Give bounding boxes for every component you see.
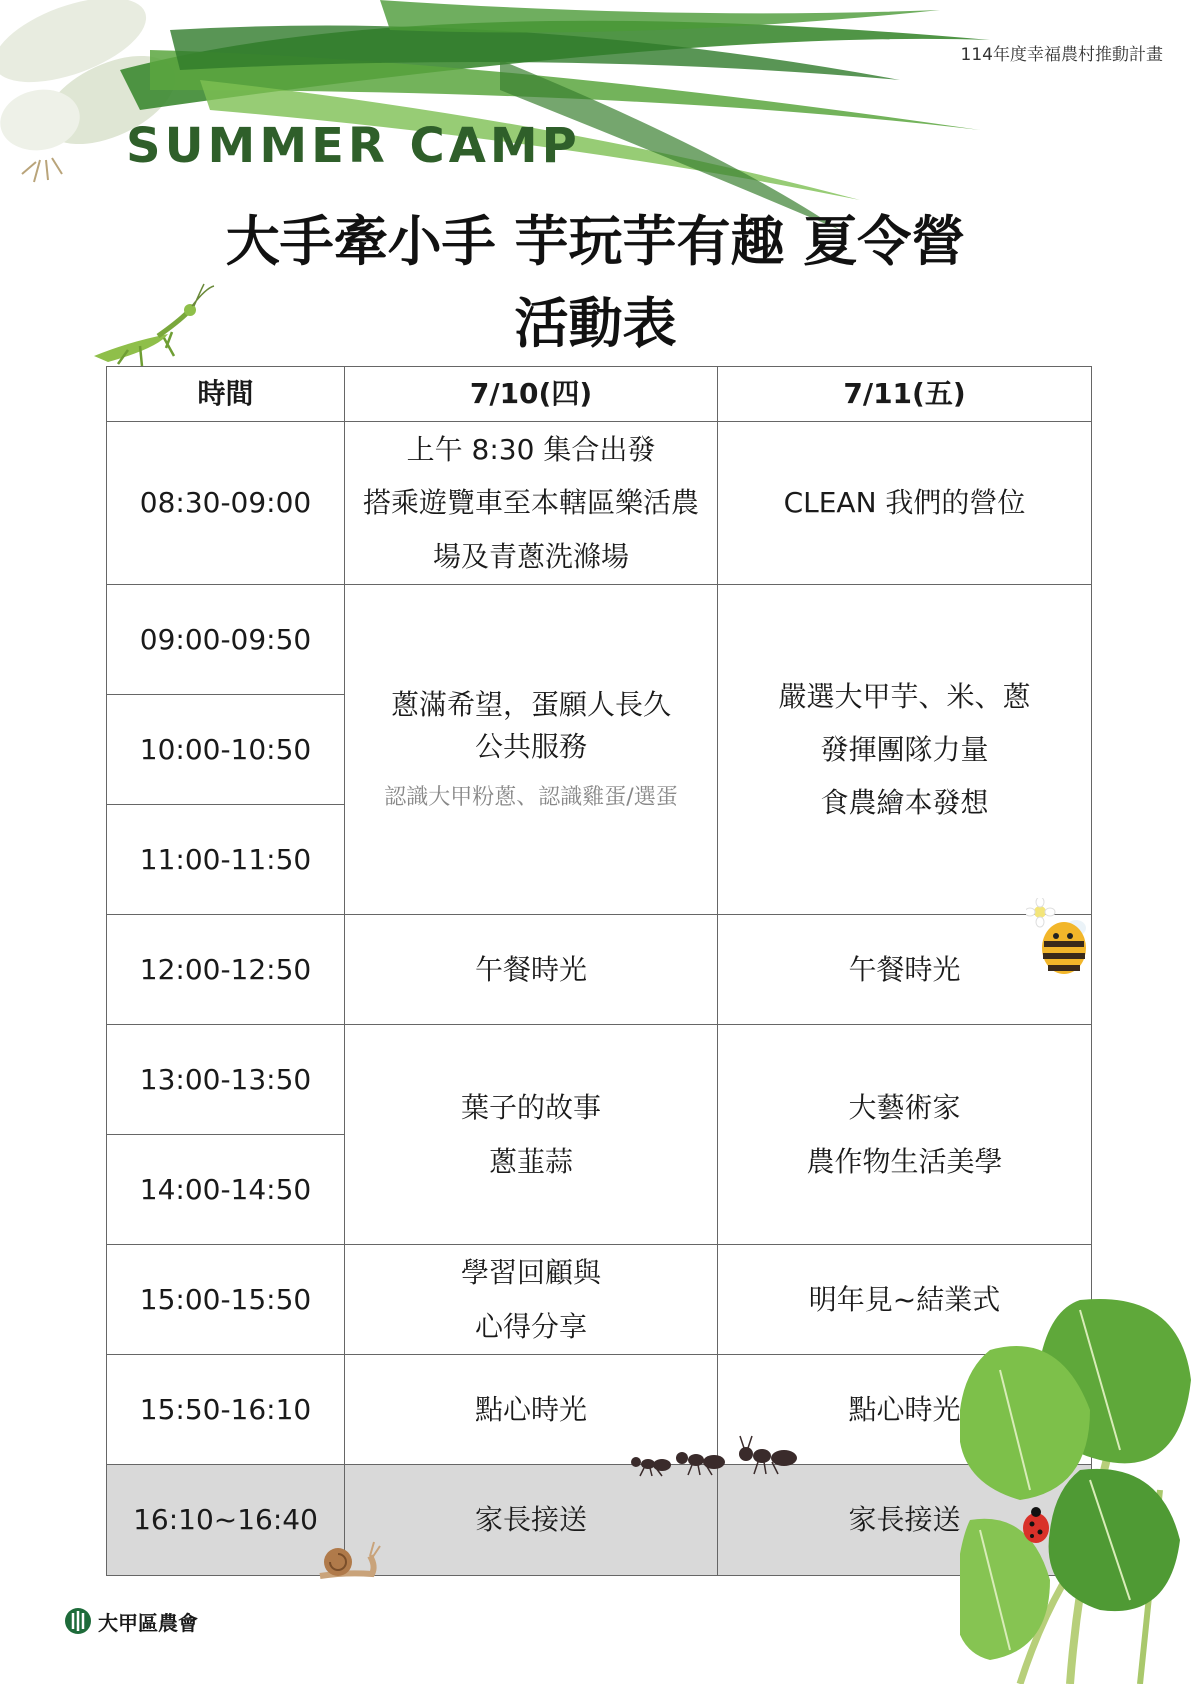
activity-line: 食農繪本發想 (820, 786, 989, 820)
activity-line: 家長接送 (474, 1503, 587, 1537)
time-cell (106, 914, 345, 1025)
farmers-association-icon (64, 1607, 92, 1635)
activity-line: CLEAN 我們的營位 (783, 486, 1026, 520)
activity-line: 午餐時光 (474, 952, 587, 986)
activity-line: 點心時光 (848, 1392, 961, 1426)
time-label: 12:00-12:50 (139, 952, 312, 986)
header-day1-label: 7/10(四) (469, 377, 593, 411)
mantis-illustration (88, 282, 218, 372)
day1-block-departure (344, 421, 718, 585)
time-cell (106, 804, 345, 915)
time-label: 09:00-09:50 (139, 622, 312, 656)
activity-line: 發揮團隊力量 (820, 732, 989, 766)
bee-illustration (1026, 898, 1096, 990)
time-cell (106, 584, 345, 695)
time-cell (106, 1024, 345, 1135)
activity-line: 嚴選大甲芋、米、蔥 (778, 679, 1031, 713)
time-cell-pickup (106, 1464, 345, 1576)
header-day2-label: 7/11(五) (843, 377, 966, 411)
time-cell (106, 1244, 345, 1355)
page-title: 大手牽小手 芋玩芋有趣 夏令營 (225, 210, 966, 273)
taro-leaves-illustration (960, 1290, 1191, 1684)
time-label: 11:00-11:50 (139, 842, 312, 876)
day1-block-review (344, 1244, 718, 1355)
activity-line: 點心時光 (474, 1392, 587, 1426)
activity-line: 家長接送 (848, 1503, 961, 1537)
time-cell (106, 694, 345, 805)
page-subtitle: 活動表 (514, 292, 677, 355)
time-label: 15:50-16:10 (139, 1392, 312, 1426)
schedule-table (106, 366, 1092, 1582)
activity-note: 認識大甲粉蔥、認識雞蛋/選蛋 (384, 784, 678, 810)
header-time-label: 時間 (197, 377, 254, 411)
activity-line: 午餐時光 (848, 952, 961, 986)
header-day1 (344, 366, 718, 422)
header-day2 (717, 366, 1092, 422)
time-cell (106, 1354, 345, 1465)
activity-line: 葉子的故事 (460, 1091, 601, 1125)
time-cell (106, 421, 345, 585)
time-label: 14:00-14:50 (139, 1172, 312, 1206)
organization-logo (64, 1604, 198, 1638)
activity-line: 明年見~結業式 (808, 1282, 1001, 1316)
ants-illustration (628, 1432, 808, 1478)
time-label: 15:00-15:50 (139, 1282, 312, 1316)
activity-line: 搭乘遊覽車至本轄區樂活農 (362, 486, 699, 520)
day2-block-morning (717, 584, 1092, 915)
activity-line: 蔥滿希望，蛋願人長久 (390, 687, 671, 721)
day1-block-morning (344, 584, 718, 915)
day1-block-pickup (344, 1464, 718, 1576)
project-title: 114年度幸福農村推動計畫 (960, 45, 1163, 65)
time-label: 13:00-13:50 (139, 1062, 312, 1096)
day1-block-lunch (344, 914, 718, 1025)
activity-line: 心得分享 (474, 1309, 587, 1343)
time-label: 16:10~16:40 (133, 1503, 318, 1537)
time-label: 08:30-09:00 (139, 486, 312, 520)
activity-line: 蔥韮蒜 (488, 1144, 573, 1178)
organization-name: 大甲區農會 (98, 1610, 198, 1635)
activity-line: 學習回顧與 (460, 1256, 601, 1290)
time-label: 10:00-10:50 (139, 732, 312, 766)
snail-illustration (316, 1538, 382, 1580)
header-time (106, 366, 345, 422)
day1-block-afternoon (344, 1024, 718, 1245)
activity-line: 大藝術家 (848, 1091, 961, 1125)
activity-line: 公共服務 (474, 729, 587, 763)
day2-block-afternoon (717, 1024, 1092, 1245)
day2-block-clean (717, 421, 1092, 585)
time-cell (106, 1134, 345, 1245)
activity-line: 場及青蔥洗滌場 (432, 539, 629, 573)
activity-line: 農作物生活美學 (806, 1144, 1003, 1178)
activity-line: 上午 8:30 集合出發 (406, 433, 656, 467)
summer-camp-label: SUMMER CAMP (126, 118, 581, 174)
